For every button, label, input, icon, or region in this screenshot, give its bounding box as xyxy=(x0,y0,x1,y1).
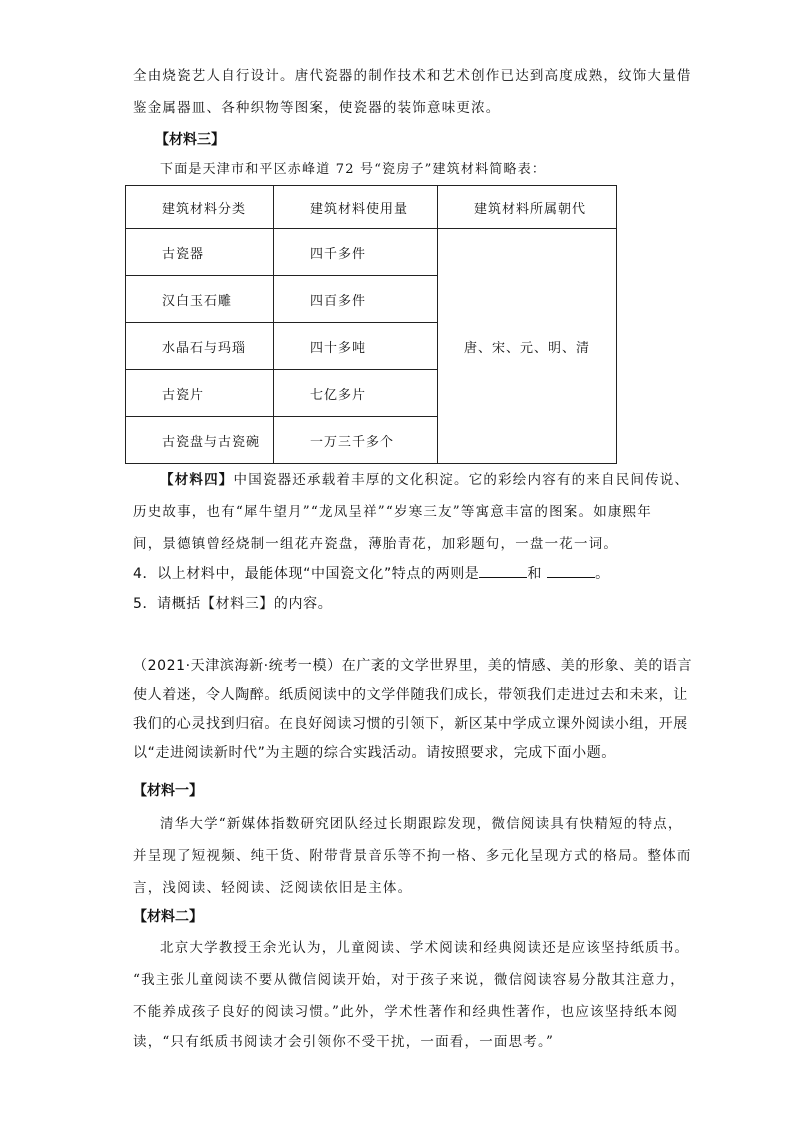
intro-line: 以“走进阅读新时代”为主题的综合实践活动。请按照要求，完成下面小题。 xyxy=(133,745,616,761)
paragraph-line: 读，“只有纸质书阅读才会引领你不受干扰，一面看，一面思考。” xyxy=(133,1034,555,1050)
intro-line: 使人着迷，令人陶醉。纸质阅读中的文学伴随我们成长，带领我们走进过去和未来，让 xyxy=(133,687,688,703)
paragraph-line: 鉴金属器皿、各种织物等图案，使瓷器的装饰意味更浓。 xyxy=(133,100,501,116)
table-cell: 四百多件 xyxy=(274,276,438,323)
material4-heading: 【材料四】 xyxy=(160,472,234,488)
table-header-cell: 建筑材料分类 xyxy=(126,186,274,229)
table-cell: 四十多吨 xyxy=(274,323,438,370)
intro-line: （2021·天津滨海新·统考一模）在广袤的文学世界里，美的情感、美的形象、美的语言 xyxy=(133,658,693,674)
table-cell: 古瓷器 xyxy=(126,229,274,276)
materialB-heading: 【材料二】 xyxy=(133,909,203,925)
material4-line xyxy=(160,464,700,496)
paragraph-line: 北京大学教授王余光认为，儿童阅读、学术阅读和经典阅读还是应该坚持纸质书。 xyxy=(160,940,690,956)
question-4-end: 。 xyxy=(595,566,610,582)
table-header-row xyxy=(126,186,617,229)
question-5: 5．请概括【材料三】的内容。 xyxy=(133,596,333,612)
paragraph-line: 间，景德镇曾经烧制一组花卉瓷盘，薄胎青花，加彩题句，一盘一花一词。 xyxy=(133,536,619,552)
material4-text: 中国瓷器还承载着丰厚的文化积淀。它的彩绘内容有的来自民间传说、 xyxy=(233,472,690,488)
answer-blank[interactable] xyxy=(479,563,527,578)
table-cell: 水晶石与玛瑙 xyxy=(126,323,274,370)
question-4-and: 和 xyxy=(527,566,543,582)
table-row xyxy=(126,229,617,276)
table-cell: 古瓷盘与古瓷碗 xyxy=(126,417,274,464)
paragraph-line: 全由烧瓷艺人自行设计。唐代瓷器的制作技术和艺术创作已达到高度成熟，纹饰大量借 xyxy=(133,68,692,84)
paragraph-line: “我主张儿童阅读不要从微信阅读开始，对于孩子来说，微信阅读容易分散其注意力， xyxy=(133,972,686,988)
material3-heading: 【材料三】 xyxy=(155,132,225,148)
material3-intro: 下面是天津市和平区赤峰道 72 号“瓷房子”建筑材料简略表： xyxy=(160,162,547,177)
table-header-cell: 建筑材料使用量 xyxy=(274,186,438,229)
dynasty-cell: 唐、宋、元、明、清 xyxy=(438,229,617,464)
paragraph-line: 不能养成孩子良好的阅读习惯。”此外，学术性著作和经典性著作，也应该坚持纸本阅 xyxy=(133,1004,679,1020)
paragraph-line: 并呈现了短视频、纯干货、附带背景音乐等不拘一格、多元化呈现方式的格局。整体而 xyxy=(133,848,692,864)
table-cell: 古瓷片 xyxy=(126,370,274,417)
intro-line: 我们的心灵找到归宿。在良好阅读习惯的引领下，新区某中学成立课外阅读小组，开展 xyxy=(133,716,688,732)
question-4 xyxy=(133,558,673,590)
answer-blank[interactable] xyxy=(547,563,595,578)
paragraph-line: 清华大学“新媒体指数研究团队经过长期跟踪发现，微信阅读具有快精短的特点， xyxy=(160,816,683,832)
question-4-text: 4．以上材料中，最能体现“中国瓷文化”特点的两则是 xyxy=(133,566,480,582)
table-cell: 七亿多片 xyxy=(274,370,438,417)
materialA-heading: 【材料一】 xyxy=(133,783,203,799)
table-header-cell: 建筑材料所属朝代 xyxy=(438,186,617,229)
table-cell: 汉白玉石雕 xyxy=(126,276,274,323)
table-cell: 一万三千多个 xyxy=(274,417,438,464)
materials-table xyxy=(125,185,617,464)
paragraph-line: 历史故事，也有“犀牛望月”“龙凤呈祥”“岁寒三友”等寓意丰富的图案。如康熙年 xyxy=(133,504,653,520)
table-cell: 四千多件 xyxy=(274,229,438,276)
paragraph-line: 言，浅阅读、轻阅读、泛阅读依旧是主体。 xyxy=(133,880,413,896)
